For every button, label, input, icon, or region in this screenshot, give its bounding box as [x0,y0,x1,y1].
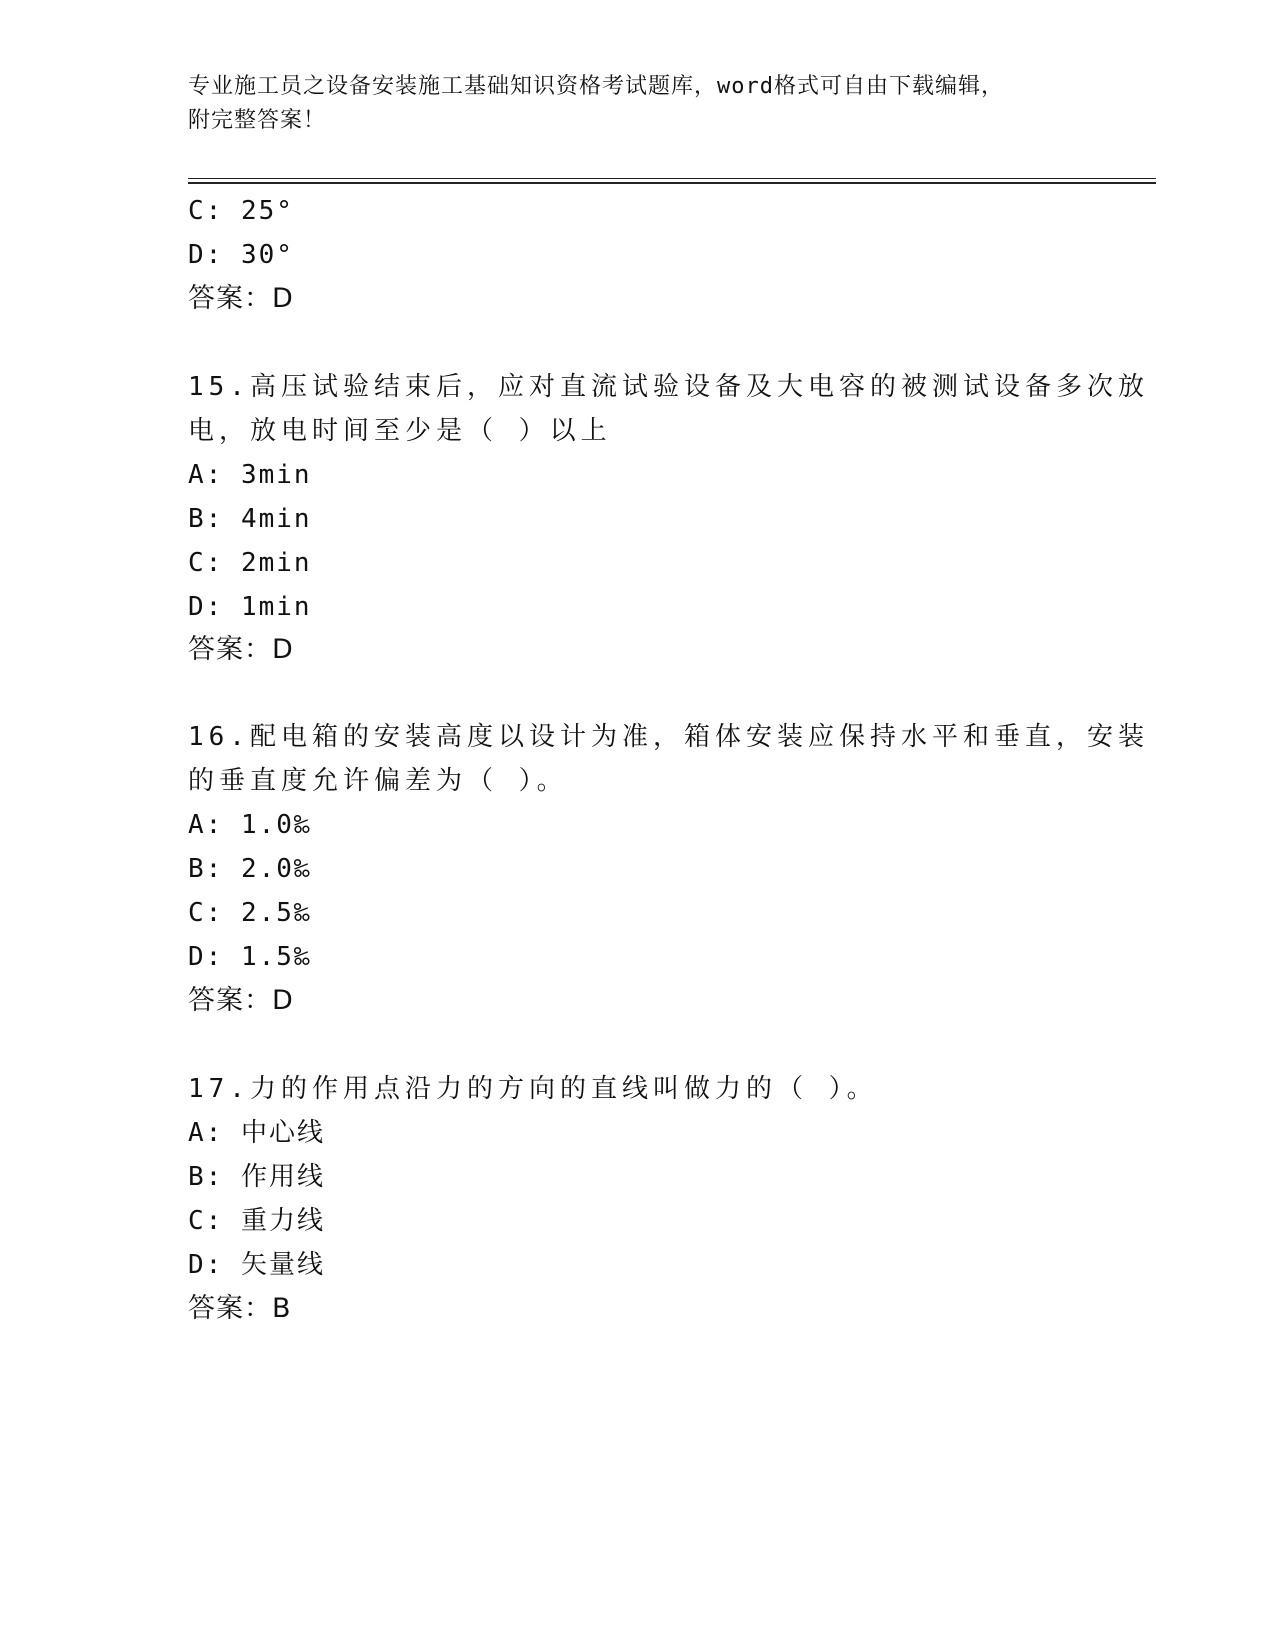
option-label: A: [188,460,224,490]
option-text: 重力线 [240,1206,325,1236]
answer-line: 答案：D [188,634,294,665]
option-label: D: [188,592,224,622]
question-text: 高压试验结束后，应对直流试验设备及大电容的被测试设备多次放 [249,372,1149,402]
header-line-2: 附完整答案！ [188,108,327,133]
answer-line: 答案：B [188,1293,292,1324]
option-text: 1.0‰ [240,810,312,840]
option-label: A: [188,810,224,840]
option-label: C: [188,1206,224,1236]
answer-line: 答案：D [188,985,294,1016]
option-line [188,1113,325,1153]
option-line [188,235,294,275]
option-text: 1min [240,592,312,622]
option-text: 中心线 [240,1118,325,1148]
option-label: B: [188,504,224,534]
option-label: B: [188,1162,224,1192]
option-line [188,805,312,845]
question-17-text-line-1 [188,1069,878,1109]
option-line [188,1201,325,1241]
option-line [188,1157,325,1197]
option-line [188,849,312,889]
question-16-text-line-2: 的垂直度允许偏差为（ ）。 [188,766,568,796]
option-text: 作用线 [240,1162,325,1192]
option-label: D: [188,1250,224,1280]
header-divider-thin [188,178,1156,179]
question-number: 17. [188,1074,250,1104]
option-label: C: [188,898,224,928]
option-line [188,893,312,933]
question-15-text-line-2: 电，放电时间至少是（ ）以上 [188,416,612,446]
option-text: 4min [240,504,312,534]
option-label: C: [188,196,224,226]
option-text: 25° [240,196,294,226]
question-number: 16. [188,722,250,752]
question-text: 力的作用点沿力的方向的直线叫做力的（ ）。 [249,1074,878,1104]
answer-line: 答案：D [188,283,294,314]
option-text: 3min [240,460,312,490]
option-line [188,499,312,539]
option-line [188,1245,325,1285]
option-text: 2.0‰ [240,854,312,884]
option-label: C: [188,548,224,578]
question-15-text-line-1 [188,367,1149,407]
question-number: 15. [188,372,250,402]
option-text: 30° [240,240,294,270]
option-line [188,587,312,627]
option-text: 矢量线 [240,1250,325,1280]
option-label: B: [188,854,224,884]
option-line [188,455,312,495]
header-line-1: 专业施工员之设备安装施工基础知识资格考试题库，word格式可自由下载编辑， [188,74,1004,99]
question-16-text-line-1 [188,717,1149,757]
option-text: 2min [240,548,312,578]
option-label: D: [188,240,224,270]
header-divider-thick [188,182,1156,184]
option-label: D: [188,942,224,972]
option-line [188,937,312,977]
document-header [188,70,1068,138]
option-label: A: [188,1118,224,1148]
question-text: 配电箱的安装高度以设计为准，箱体安装应保持水平和垂直，安装 [249,722,1149,752]
option-line [188,191,294,231]
option-text: 1.5‰ [240,942,312,972]
option-line [188,543,312,583]
option-text: 2.5‰ [240,898,312,928]
